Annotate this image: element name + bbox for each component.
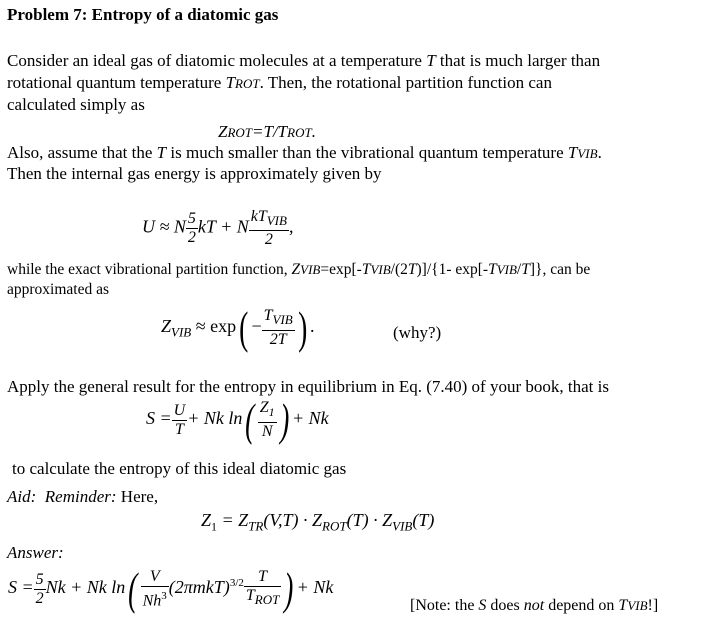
right-paren: ) (297, 302, 307, 353)
text: (2πmkT) (168, 577, 230, 598)
equation-zrot (218, 121, 316, 143)
text: + Nk (296, 577, 334, 598)
denominator: T (245, 587, 255, 605)
text: Consider an ideal gas of diatomic molecules at a temperature (7, 51, 427, 70)
text: ≈ exp (191, 316, 237, 337)
subscript: VIB (171, 324, 192, 340)
text: = Z (217, 510, 249, 530)
numerator: Z (259, 399, 269, 417)
fraction (186, 210, 198, 247)
subscript: 1 (211, 519, 218, 534)
text: ]}, can be (529, 261, 591, 278)
fraction (141, 568, 169, 610)
right-paren: ) (284, 563, 294, 614)
text: does (486, 597, 524, 614)
subscript: VIB (272, 312, 293, 328)
left-paren: ( (128, 563, 138, 614)
text: )]/{1- exp[- (416, 261, 489, 278)
text: , (288, 216, 294, 237)
fraction (244, 568, 281, 609)
aid-label: Aid: (7, 487, 37, 506)
numerator: U (173, 401, 186, 419)
right-paren: ) (279, 394, 289, 445)
text: [Note: the (410, 597, 479, 614)
symbol: S (478, 597, 487, 614)
symbol: T (567, 143, 578, 162)
symbol: T (521, 261, 530, 278)
subscript: ROT (287, 125, 312, 140)
superscript: 3 (161, 589, 167, 602)
fraction (262, 307, 295, 348)
subscript: ROT (227, 125, 253, 140)
symbol: T (488, 261, 497, 278)
subscript: VIB (266, 213, 287, 229)
paragraph-assume-line2: Then the internal gas energy is approximately given by (7, 164, 382, 183)
paragraph-apply: Apply the general result for the entropy in equilibrium in Eq. (7.40) of your book, that is (7, 377, 609, 396)
text: !] (647, 597, 659, 614)
subscript: VIB (370, 262, 391, 277)
text: . (311, 122, 316, 141)
paragraph-intro-line2 (7, 72, 552, 94)
numerator: T (258, 568, 268, 586)
equation-entropy-general (146, 394, 329, 445)
equation-energy (142, 208, 293, 249)
symbol: Z (291, 261, 301, 278)
denominator: T (172, 420, 188, 439)
denominator: N (258, 422, 277, 441)
subscript: VIB (300, 262, 321, 277)
text: (V,T) · Z (263, 510, 323, 530)
denominator: 2T (262, 330, 295, 349)
symbol: T (225, 73, 236, 92)
symbol: Z (218, 122, 228, 141)
fraction (34, 571, 46, 608)
symbol: Z (201, 510, 212, 530)
symbol: T (407, 261, 417, 278)
text: Here, (116, 487, 159, 506)
why-note: (why?) (393, 323, 442, 342)
text: + Nk (291, 408, 329, 429)
text: S = (146, 408, 172, 429)
text: is much smaller than the vibrational quantum temperature (166, 143, 568, 162)
denominator: Nh (142, 592, 162, 610)
superscript: 3/2 (229, 577, 244, 590)
text: . Then, the rotational partition function can (259, 73, 552, 92)
fraction (249, 208, 289, 249)
subscript: ROT (322, 518, 347, 534)
left-paren: ( (245, 394, 255, 445)
answer-label: Answer: (7, 543, 64, 562)
text: + Nk ln (187, 408, 243, 429)
fraction (172, 402, 188, 439)
equation-zvib-approx (161, 302, 315, 353)
denominator: 2 (35, 589, 44, 607)
numerator: V (149, 567, 160, 585)
subscript: ROT (254, 592, 280, 608)
text: that is much larger than (435, 51, 601, 70)
text: / (516, 261, 522, 278)
text: . (597, 143, 602, 162)
numerator: kT (250, 208, 267, 225)
symbol: Z (161, 316, 172, 337)
text: S = (8, 577, 34, 598)
subscript: VIB (577, 146, 598, 161)
text: =exp[- (320, 261, 362, 278)
text: /(2 (390, 261, 408, 278)
text: (T) (412, 510, 435, 530)
text: . (310, 316, 315, 337)
text: rotational quantum temperature (7, 73, 226, 92)
page-title: Problem 7: Entropy of a diatomic gas (7, 5, 279, 24)
note (410, 595, 658, 616)
paragraph-intro-line1 (7, 50, 600, 71)
reminder-label: Reminder: (44, 487, 117, 506)
text: Nk + Nk ln (45, 577, 126, 598)
symbol: T (361, 261, 371, 278)
subscript: 1 (268, 405, 275, 420)
denominator: 2 (187, 229, 196, 247)
emphasis: not (523, 597, 545, 614)
paragraph-calculate: to calculate the entropy of this ideal diatomic gas (12, 459, 347, 478)
left-paren: ( (239, 302, 249, 353)
paragraph-intro-line3: calculated simply as (7, 95, 145, 114)
numerator: 5 (187, 210, 196, 228)
equation-z1 (201, 510, 434, 538)
symbol: T (618, 597, 628, 614)
text: =T/T (252, 122, 288, 141)
subscript: VIB (496, 262, 517, 277)
text: (T) · Z (346, 510, 393, 530)
numerator: 5 (35, 570, 44, 588)
text: − (251, 316, 262, 337)
numerator: T (263, 307, 273, 325)
text: T (426, 51, 436, 70)
subscript: TR (248, 518, 264, 534)
aid-line (7, 486, 158, 507)
paragraph-assume-line1 (7, 142, 602, 164)
paragraph-exact-line1 (7, 259, 590, 280)
text: depend on (544, 597, 619, 614)
paragraph-exact-line2: approximated as (7, 281, 110, 298)
text: kT + N (197, 216, 249, 237)
text: while the exact vibrational partition function, (7, 261, 292, 278)
equation-answer (8, 563, 334, 614)
fraction (258, 399, 277, 440)
subscript: VIB (392, 518, 413, 534)
subscript: ROT (235, 76, 260, 91)
subscript: VIB (627, 598, 648, 613)
text: Also, assume that the (7, 143, 157, 162)
text: U ≈ N (142, 216, 186, 237)
denominator: 2 (249, 230, 289, 249)
symbol: T (156, 143, 167, 162)
